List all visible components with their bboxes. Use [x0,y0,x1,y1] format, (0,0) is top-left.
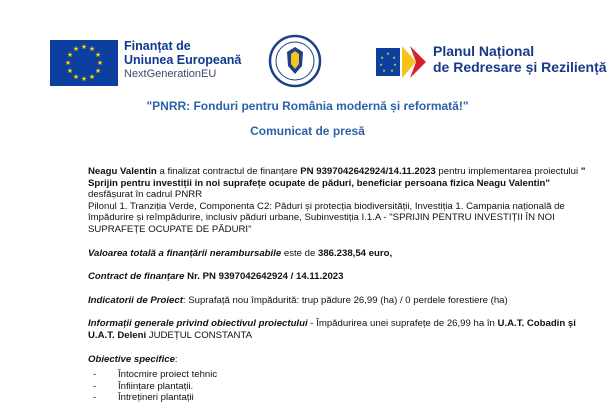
motto: "PNRR: Fonduri pentru România modernă și reformată!" [146,99,469,113]
svg-text:★: ★ [80,43,88,51]
svg-text:★: ★ [94,51,102,59]
intro-paragraph [88,166,596,201]
info-text-1: - Împădurirea unei suprafețe de 26,99 ha în [307,318,498,330]
contract-label: Contract de finanțare [88,271,185,283]
indicators-label: Indicatorii de Proiect [88,294,183,306]
value-mid: este de [281,247,318,259]
eu-funding-label [124,39,241,81]
info-text-2: JUDEȚUL CONSTANTA [146,329,253,341]
svg-text:★: ★ [94,67,102,75]
eu-flag-icon [50,40,118,86]
objectives-list [88,369,596,404]
indicators-value: : Suprafață nou împădurită: trup pădure 26,99 (ha) / 0 perdele forestiere (ha) [182,294,508,306]
intro-text-2: pentru implementarea proiectului [435,166,581,177]
svg-text:★: ★ [390,68,394,73]
svg-text:★: ★ [66,51,74,59]
intro-text-1: a finalizat contractul de finanțare [156,166,301,177]
project-name: " Sprijin pentru investiții in noi suprafețe ocupate de păduri, beneficiar persoana fizica Neagu Valentin" [88,166,586,189]
svg-text:★: ★ [64,59,72,67]
document-title: Comunicat de presă [250,124,365,138]
svg-text:★: ★ [379,62,383,67]
value-paragraph [88,248,596,260]
svg-text:★: ★ [88,45,96,53]
contract-value: Nr. PN 9397042642924 / 14.11.2023 [184,271,344,283]
objectives-heading [88,354,596,366]
svg-text:★: ★ [72,73,80,81]
pnrr-line-1: Planul Național [433,43,535,59]
svg-text:★: ★ [72,45,80,53]
eu-line-1: Finanțat de [124,39,191,53]
contract-number: PN 9397042642924/14.11.2023 [300,166,436,177]
svg-text:★: ★ [96,59,104,67]
pnrr-label [433,43,607,75]
svg-text:★: ★ [392,55,396,60]
list-item: - Întrețineri plantații [88,392,596,404]
eu-line-3: NextGenerationEU [124,68,217,80]
objectives-colon: : [174,353,178,365]
info-paragraph [88,318,596,341]
beneficiary-name: Neagu Valentin [88,166,157,177]
pnrr-logo-icon [376,42,428,82]
government-seal-icon [268,33,322,89]
pnrr-line-2: de Redresare și Reziliență [433,59,607,75]
list-item: - Întocmire proiect tehnic [88,369,596,381]
value-label: Valoarea totală a finanțării nerambursabile [88,247,282,259]
objectives-label: Obiective specifice [88,353,175,365]
svg-text:★: ★ [393,62,397,67]
svg-text:★: ★ [66,67,74,75]
info-uat: U.A.T. Cobadin și U.A.T. Deleni [88,318,576,341]
svg-text:★: ★ [382,68,386,73]
header-logos [0,28,615,90]
info-label: Informații generale privind obiectivul proiectului [88,318,308,330]
svg-text:★: ★ [386,51,390,56]
list-item: - Înființare plantații. [88,381,596,393]
indicators-paragraph [88,295,596,307]
contract-paragraph [88,271,596,283]
document-body [88,166,596,404]
svg-text:★: ★ [80,75,88,83]
intro-text-3: desfășurat în cadrul PNRR [88,189,203,201]
svg-text:★: ★ [88,73,96,81]
eu-line-2: Uniunea Europeană [124,53,242,67]
svg-text:★: ★ [380,55,384,60]
pillar-paragraph: Pilonul 1. Tranziția Verde, Componenta C2: Păduri și protecția biodiversității, Investiția 1. Campania națională de împădurire și reîmpădurire, inclusiv păduri urbane, Subinvestiția I.1.A - "SPRIJIN PENTRU INVESTIȚII ÎN NOI SUPRAFEȚE OCUPATE DE PĂDURI" [88,200,565,235]
value-amount: 386.238,54 euro, [318,247,393,259]
